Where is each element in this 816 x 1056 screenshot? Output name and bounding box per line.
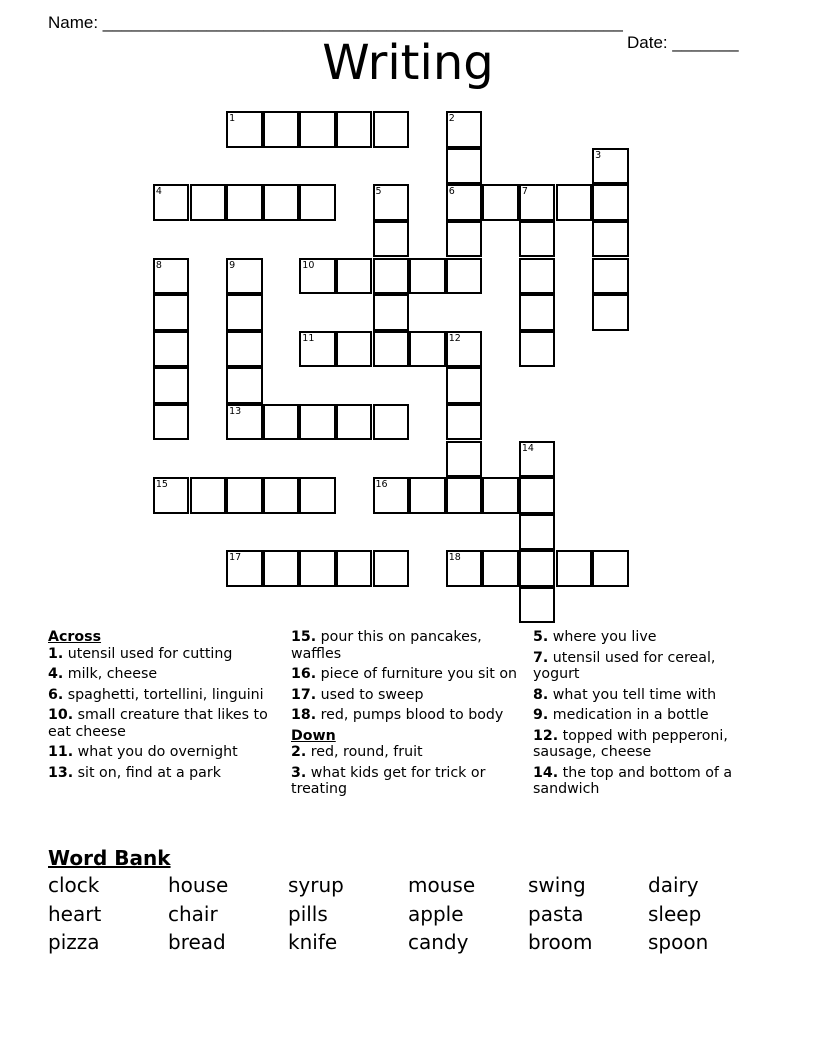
crossword-cell[interactable] bbox=[446, 367, 483, 404]
name-field-label[interactable]: Name: _______________________________________________________ bbox=[48, 13, 623, 32]
clue-item bbox=[48, 666, 273, 683]
clue-text: red, pumps blood to body bbox=[316, 707, 504, 723]
word-bank-word: dairy bbox=[648, 873, 699, 897]
word-bank-word: mouse bbox=[408, 873, 476, 897]
crossword-cell[interactable] bbox=[263, 477, 300, 514]
clue-text: spaghetti, tortellini, linguini bbox=[63, 686, 264, 703]
word-bank-word: candy bbox=[408, 930, 469, 954]
crossword-cell[interactable] bbox=[519, 441, 556, 478]
header-line bbox=[0, 0, 816, 52]
clue-text: piece of furniture you sit on bbox=[316, 666, 518, 682]
crossword-cell[interactable] bbox=[226, 184, 263, 221]
crossword-cell[interactable] bbox=[263, 111, 300, 148]
word-bank-word: pasta bbox=[528, 902, 584, 926]
crossword-cell[interactable] bbox=[226, 258, 263, 295]
crossword-cell[interactable] bbox=[446, 148, 483, 185]
clue-heading: Across bbox=[48, 629, 102, 645]
clue-item bbox=[533, 765, 763, 798]
clue-number-label: 6. bbox=[48, 686, 64, 703]
crossword-cell[interactable] bbox=[226, 331, 263, 368]
clue-number-label: 8. bbox=[533, 686, 549, 703]
crossword-cell[interactable] bbox=[190, 477, 227, 514]
clue-item bbox=[533, 707, 763, 724]
clue-text: what you do overnight bbox=[73, 744, 238, 760]
word-bank-word: clock bbox=[48, 873, 100, 897]
clue-number-label: 4. bbox=[48, 666, 64, 682]
clue-number: 10 bbox=[302, 259, 315, 271]
crossword-cell[interactable] bbox=[409, 258, 446, 295]
clue-heading: Down bbox=[291, 727, 336, 744]
clue-number-label: 13. bbox=[48, 764, 74, 781]
clue-text: pour this on pancakes, waffles bbox=[291, 629, 482, 662]
clue-item bbox=[533, 629, 763, 646]
crossword-cell[interactable] bbox=[226, 550, 263, 587]
word-bank-word: swing bbox=[528, 873, 586, 897]
crossword-cell[interactable] bbox=[519, 331, 556, 368]
crossword-cell[interactable] bbox=[592, 258, 629, 295]
crossword-cell[interactable] bbox=[153, 404, 190, 441]
clue-text: used to sweep bbox=[316, 686, 424, 703]
clue-text: the top and bottom of a sandwich bbox=[533, 764, 733, 797]
crossword-cell[interactable] bbox=[373, 111, 410, 148]
crossword-cell[interactable] bbox=[153, 184, 190, 221]
clue-number: 5 bbox=[375, 186, 382, 198]
word-bank-word: syrup bbox=[288, 873, 344, 897]
clue-item bbox=[48, 765, 273, 782]
clue-number-label: 9. bbox=[533, 707, 549, 723]
clue-number-label: 11. bbox=[48, 744, 74, 760]
clues-column-2 bbox=[291, 629, 523, 802]
crossword-cell[interactable] bbox=[409, 477, 446, 514]
clue-number-label: 2. bbox=[291, 744, 307, 760]
word-bank-word: pills bbox=[288, 902, 328, 926]
page-title: Writing bbox=[322, 35, 494, 91]
word-bank-word: heart bbox=[48, 902, 102, 926]
clue-item bbox=[291, 744, 523, 761]
clue-number: 13 bbox=[229, 405, 242, 417]
crossword-cell[interactable] bbox=[226, 111, 263, 148]
word-bank-title: Word Bank bbox=[48, 846, 171, 870]
clue-item bbox=[533, 650, 763, 683]
crossword-cell[interactable] bbox=[592, 148, 629, 185]
crossword-cell[interactable] bbox=[446, 404, 483, 441]
clue-item bbox=[291, 707, 523, 724]
clue-number: 17 bbox=[229, 552, 242, 564]
crossword-cell[interactable] bbox=[519, 221, 556, 258]
clues-column-3 bbox=[533, 629, 763, 802]
clue-number: 7 bbox=[521, 186, 528, 198]
crossword-cell[interactable] bbox=[153, 367, 190, 404]
crossword-cell[interactable] bbox=[409, 331, 446, 368]
crossword-cell[interactable] bbox=[299, 331, 336, 368]
crossword-cell[interactable] bbox=[336, 550, 373, 587]
crossword-cell[interactable] bbox=[373, 331, 410, 368]
crossword-cell[interactable] bbox=[373, 477, 410, 514]
crossword-cell[interactable] bbox=[153, 258, 190, 295]
crossword-cell[interactable] bbox=[226, 294, 263, 331]
crossword-cell[interactable] bbox=[263, 184, 300, 221]
clue-text: what kids get for trick or treating bbox=[291, 764, 486, 797]
clue-number-label: 12. bbox=[533, 727, 559, 744]
clue-item bbox=[533, 687, 763, 704]
clue-number-label: 5. bbox=[533, 629, 549, 645]
crossword-cell[interactable] bbox=[226, 404, 263, 441]
clue-number: 18 bbox=[448, 552, 461, 564]
crossword-cell[interactable] bbox=[153, 477, 190, 514]
crossword-cell[interactable] bbox=[153, 331, 190, 368]
crossword-cell[interactable] bbox=[336, 111, 373, 148]
clue-text: utensil used for cutting bbox=[63, 645, 233, 662]
clue-number: 4 bbox=[155, 186, 162, 198]
crossword-cell[interactable] bbox=[519, 477, 556, 514]
clue-text: milk, cheese bbox=[63, 666, 158, 682]
clue-number: 8 bbox=[155, 259, 162, 271]
clue-text: sit on, find at a park bbox=[73, 764, 221, 781]
crossword-cell[interactable] bbox=[299, 184, 336, 221]
crossword-cell[interactable] bbox=[190, 184, 227, 221]
clue-number-label: 15. bbox=[291, 629, 317, 645]
clue-text: small creature that likes to eat cheese bbox=[48, 707, 268, 740]
clue-number: 3 bbox=[595, 149, 602, 161]
crossword-cell[interactable] bbox=[519, 550, 556, 587]
crossword-cell[interactable] bbox=[373, 258, 410, 295]
clue-item bbox=[291, 765, 523, 798]
crossword-cell[interactable] bbox=[299, 258, 336, 295]
crossword-cell[interactable] bbox=[336, 404, 373, 441]
clue-text: what you tell time with bbox=[548, 686, 717, 703]
crossword-cell[interactable] bbox=[299, 404, 336, 441]
word-bank-word: apple bbox=[408, 902, 464, 926]
crossword-cell[interactable] bbox=[153, 294, 190, 331]
clue-item bbox=[291, 666, 523, 683]
crossword-cell[interactable] bbox=[373, 294, 410, 331]
clue-item bbox=[48, 707, 273, 740]
clue-number: 16 bbox=[375, 479, 388, 491]
clue-number-label: 17. bbox=[291, 686, 317, 703]
clue-number: 6 bbox=[448, 186, 455, 198]
date-field-label[interactable]: Date: _______ bbox=[627, 33, 739, 52]
clue-number-label: 18. bbox=[291, 707, 317, 723]
clue-item bbox=[48, 687, 273, 704]
crossword-cell[interactable] bbox=[592, 550, 629, 587]
crossword-cell[interactable] bbox=[446, 221, 483, 258]
crossword-cell[interactable] bbox=[373, 184, 410, 221]
crossword-cell[interactable] bbox=[299, 477, 336, 514]
clue-number: 1 bbox=[229, 113, 236, 125]
clue-number-label: 1. bbox=[48, 645, 64, 662]
clue-item bbox=[291, 687, 523, 704]
crossword-cell[interactable] bbox=[592, 184, 629, 221]
word-bank-word: spoon bbox=[648, 930, 709, 954]
word-bank-word: bread bbox=[168, 930, 226, 954]
word-bank-word: chair bbox=[168, 902, 218, 926]
crossword-cell[interactable] bbox=[446, 184, 483, 221]
crossword-cell[interactable] bbox=[592, 294, 629, 331]
word-bank-word: knife bbox=[288, 930, 338, 954]
clue-number: 2 bbox=[448, 113, 455, 125]
word-bank-word: house bbox=[168, 873, 229, 897]
crossword-cell[interactable] bbox=[226, 367, 263, 404]
crossword-cell[interactable] bbox=[226, 477, 263, 514]
crossword-cell[interactable] bbox=[299, 550, 336, 587]
clue-number-label: 3. bbox=[291, 764, 307, 781]
clues-column-1 bbox=[48, 629, 273, 785]
crossword-cell[interactable] bbox=[373, 221, 410, 258]
clue-number: 12 bbox=[448, 332, 461, 344]
clue-number: 9 bbox=[229, 259, 236, 271]
clue-item bbox=[48, 646, 273, 663]
crossword-cell[interactable] bbox=[556, 550, 593, 587]
crossword-cell[interactable] bbox=[373, 550, 410, 587]
clue-number-label: 7. bbox=[533, 649, 549, 666]
crossword-cell[interactable] bbox=[373, 404, 410, 441]
crossword-cell[interactable] bbox=[519, 587, 556, 624]
clue-text: utensil used for cereal, yogurt bbox=[533, 649, 716, 682]
word-bank-word: sleep bbox=[648, 902, 702, 926]
crossword-cell[interactable] bbox=[299, 111, 336, 148]
clue-text: topped with pepperoni, sausage, cheese bbox=[533, 727, 728, 760]
crossword-cell[interactable] bbox=[446, 258, 483, 295]
word-bank-word: broom bbox=[528, 930, 593, 954]
clue-item bbox=[291, 629, 523, 662]
crossword-cell[interactable] bbox=[336, 331, 373, 368]
crossword-cell[interactable] bbox=[446, 331, 483, 368]
crossword-cell[interactable] bbox=[446, 477, 483, 514]
clue-text: red, round, fruit bbox=[306, 744, 423, 760]
crossword-cell[interactable] bbox=[519, 184, 556, 221]
clue-text: where you live bbox=[548, 629, 657, 645]
clue-number-label: 10. bbox=[48, 707, 74, 723]
clue-number-label: 16. bbox=[291, 666, 317, 682]
clue-number: 11 bbox=[302, 332, 315, 344]
crossword-cell[interactable] bbox=[519, 514, 556, 551]
crossword-cell[interactable] bbox=[556, 184, 593, 221]
crossword-cell[interactable] bbox=[263, 404, 300, 441]
clue-text: medication in a bottle bbox=[548, 707, 709, 723]
clue-item bbox=[533, 728, 763, 761]
crossword-cell[interactable] bbox=[446, 441, 483, 478]
clue-item bbox=[48, 744, 273, 761]
crossword-cell[interactable] bbox=[482, 477, 519, 514]
crossword-cell[interactable] bbox=[446, 550, 483, 587]
crossword-cell[interactable] bbox=[446, 111, 483, 148]
crossword-cell[interactable] bbox=[519, 258, 556, 295]
crossword-cell[interactable] bbox=[482, 184, 519, 221]
clue-number-label: 14. bbox=[533, 764, 559, 781]
clue-number: 15 bbox=[155, 479, 168, 491]
clue-number: 14 bbox=[521, 442, 534, 454]
crossword-cell[interactable] bbox=[519, 294, 556, 331]
crossword-cell[interactable] bbox=[336, 258, 373, 295]
crossword-cell[interactable] bbox=[592, 221, 629, 258]
crossword-cell[interactable] bbox=[263, 550, 300, 587]
crossword-cell[interactable] bbox=[482, 550, 519, 587]
word-bank-word: pizza bbox=[48, 930, 100, 954]
